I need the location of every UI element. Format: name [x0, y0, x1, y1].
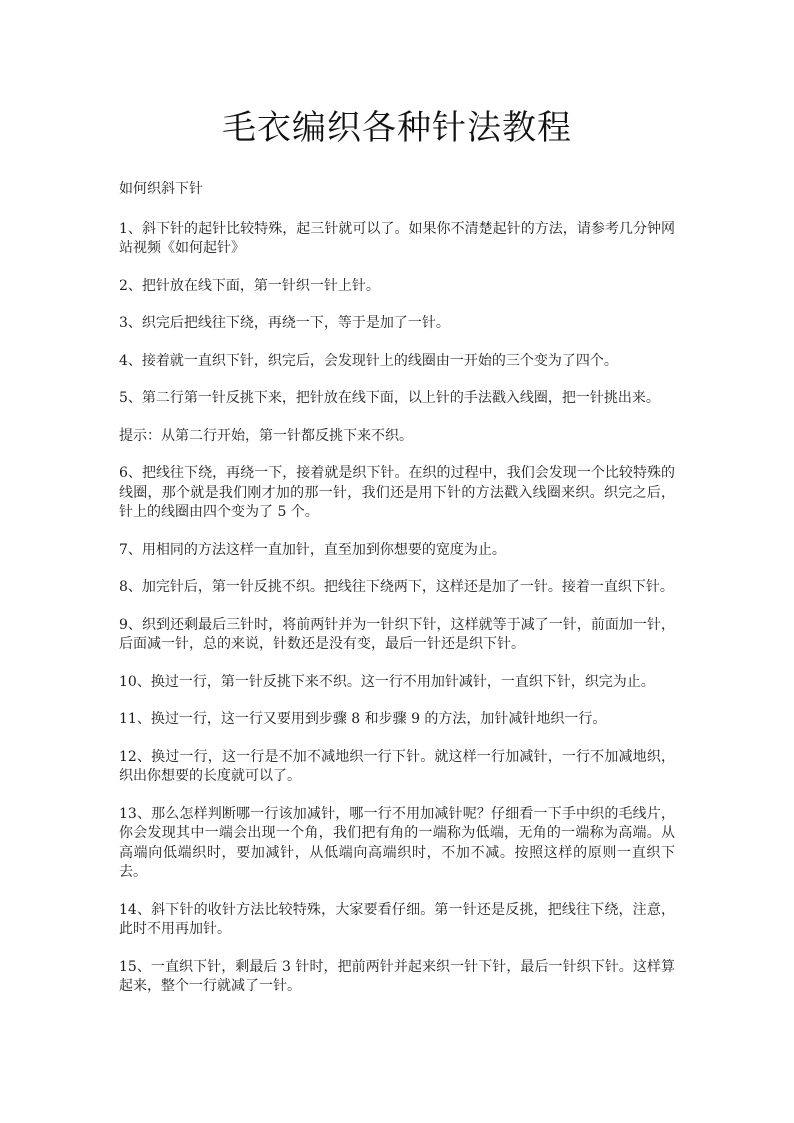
paragraph-step-6: 6、把线往下绕，再绕一下，接着就是织下针。在织的过程中，我们会发现一个比较特殊的线圈，那个就是我们刚才加的那一针，我们还是用下针的方法戳入线圈来织。织完之后，针上的线圈由四个变为了 5 个。 [119, 465, 675, 520]
paragraph-step-12: 12、换过一行，这一行是不加不减地织一行下针。就这样一行加减针，一行不加减地织，织出你想要的长度就可以了。 [119, 748, 675, 784]
paragraph-step-14: 14、斜下针的收针方法比较特殊，大家要看仔细。第一针还是反挑，把线往下绕，注意，此时不用再加针。 [119, 901, 675, 937]
paragraph-step-13: 13、那么怎样判断哪一行该加减针，哪一行不用加减针呢？仔细看一下手中织的毛线片，你会发现其中一端会出现一个角，我们把有角的一端称为低端，无角的一端称为高端。从高端向低端织时，要加减针，从低端向高端织时，不加不减。按照这样的原则一直织下去。 [119, 805, 675, 880]
paragraph-step-3: 3、织完后把线往下绕，再绕一下，等于是加了一针。 [119, 315, 450, 331]
paragraph-step-11: 11、换过一行，这一行又要用到步骤 8 和步骤 9 的方法，加针减针地织一行。 [119, 711, 607, 727]
paragraph-step-8: 8、加完针后，第一针反挑不织。把线往下绕两下，这样还是加了一针。接着一直织下针。 [119, 579, 674, 595]
paragraph-step-4: 4、接着就一直织下针，织完后，会发现针上的线圈由一开始的三个变为了四个。 [119, 352, 618, 369]
paragraph-tip: 提示：从第二行开始，第一针都反挑下来不织。 [119, 427, 413, 444]
paragraph-step-15: 15、一直织下针，剩最后 3 针时，把前两针并起来织一针下针，最后一针织下针。这样算起来，整个一行就减了一针。 [119, 958, 675, 994]
paragraph-step-2: 2、把针放在线下面，第一针织一针上针。 [119, 277, 380, 294]
section-heading: 如何织斜下针 [119, 181, 203, 197]
document-body [119, 180, 675, 997]
paragraph-step-10: 10、换过一行，第一针反挑下来不织。这一行不用加针减针，一直织下针，织完为止。 [119, 673, 655, 690]
paragraph-step-1: 1、斜下针的起针比较特殊，起三针就可以了。如果你不清楚起针的方法，请参考几分钟网站视频《如何起针》 [119, 220, 675, 256]
paragraph-step-7: 7、用相同的方法这样一直加针，直至加到你想要的宽度为止。 [119, 541, 506, 558]
paragraph-step-9: 9、织到还剩最后三针时，将前两针并为一针织下针，这样就等于减了一针，前面加一针，后面减一针，总的来说，针数还是没有变，最后一针还是织下针。 [119, 616, 675, 652]
page-title: 毛衣编织各种针法教程 [222, 108, 572, 148]
paragraph-step-5: 5、第二行第一针反挑下来，把针放在线下面，以上针的手法戳入线圈，把一针挑出来。 [119, 390, 660, 406]
